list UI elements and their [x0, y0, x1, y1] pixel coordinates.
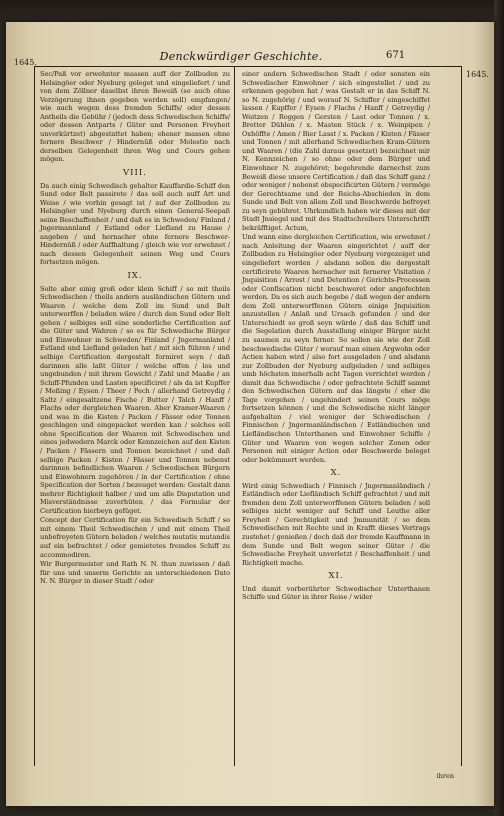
paragraph-left-5: Wir Burgermeister und Rath N. N. thun zuwissen / daß für uns und unserm Gerichte an unterschiedenen Dato N. N. Bürger in dieser Stadt / oder [40, 560, 230, 586]
right-column [242, 70, 430, 603]
paragraph-right-3: Wird einig Schwedisch / Finnisch / Jngermanländisch / Estländisch oder Liefländisch Schiff gefrachtet / und mit fremden dem Zoll unterworffenen Gütern beladen / soll selbiges nicht weniger auf Schiff und Leuthe aller Freyheit / Gerechtigkeit und Jmmunität / so dem Schwedischen mit Rechte und in Krafft dieses Vertrags zustehet / genießen / doch daß der fremde Kauffmann in dem Sunde und Belt wegen seiner Güter / die Schwedische Freyheit unverletzt / Beschaffenheit / und Richtigkeit mache. [242, 481, 430, 567]
paragraph-left-2: Da auch einig Schwedisch gehalter Kauffardie-Schiff den Sund oder Belt passirete / das soll auch auff Art und Weise / wie vorhin gesagt ist / auf der Zollbuden zu Helsingöer und Nyeburg durch einen General-Seepaß seine Beschaffenheit / und daß es in Schweden/ Finland / Jngermannland / Estland oder Liefland zu Hause / angeben / und hernacher ohne fernere Beschwer-Hindernüß / oder Auffhaltung / gleich wie vor erwehnet / nach dessen Gelegenheit seinen Weg und Cours fortsetzen mögen. [40, 181, 230, 267]
frame-left-rule [34, 66, 35, 766]
paragraph-right-1: einer andern Schwedischen Stadt / oder sonsten ein Schwedischer Einwohner / sich eingestellet / und zu erkennen gegeben hat / was Gestalt er in das Schiff N. so N. zugehörig / und worauf N. Schiffer / eingeschiffet lassen / Kupffer / Eysen / Flachs / Hanff / Getreydig / Weitzen / Roggen / Gersten / Last oder Tonnen / x. Bretter Dühlen / x. Masten Stück / x. Weinpipen / Oxhöffte / Amen / Bier Lasst / x. Packen / Kisten / Fässer und Tonnen / mit allerhand Schwedischen Kram-Gütern und Waaren / (die Zahl daraus gesetzet) bezeichnet mir N. Kennzeichen / so ohne oder dem Bürger und Einwohner N. zugehöret; begehrende darnechst zum Beweiß diese unsere Certification / daß das Schiff ganz / oder weniger / nebenst obspecificirten Gütern / vermöge der Gerechtsame und der Reichs-Abschieden in dem Sunde und Belt von allem Zoll und Beschwerde befreyet zu seyn gebühret. Uhrkundlich haben wir dieses mit der Stadt Jnsiegel und mit des Stadtschreibers Unterschrifft bekräfftiget. Actum, [242, 70, 430, 232]
paragraph-left-3: Solte aber einig groß oder klein Schiff / so mit theils Schwedischen / theils andern ausländischen Gütern und Waaren / welche dem Zoll im Sund und Belt unterworffen / beladen wäre / durch den Sund oder Belt gehen / selbiges soll eine sonderliche Certification auf die Güter und Wahren / so es für Schwedische Bürger und Einwohner in Schweden/ Finland / Jngermanland / Estland und Liefland geladen hat / mit sich führen / und selbige Certification dergestalt formiret seyn / daß darinnen alle laßt Güter / welche offen / los und ungebunden / mit ihrem Gewicht / Zahl und Maaße / an Schiff-Pfunden und Lasten specificiret / als da ist Kupffer / Meßing / Eysen / Theer / Pech / allerhand Getreydig / Saltz / eingesaltzene Fische / Butter / Talch / Hanff / Flachs oder dergleichen Waaren. Aber Kramer-Waaren / und was in die Kisten / Packen / Fässer oder Tonnen geschlagen und eingepacket werden kan / solches soll ohne Specification der Waaren mit Schwedischen und eines jedwedern Marck oder Kennzeichen auf den Kisten / Packen / Fässern und Tonnen bezeichnet / und daß selbige Packen / Kisten / Fässer und Tonnen nebenst darinnen befindlichen Waaren / Schwedischen Bürgern und Einwohnern zugehören / in der Certification / ohne Specification der Sorten / bezeuget werden: Gestalt dann mehrer Richtigkeit halber / und um alle Disputation und Misverständnisse zuverhüten / das Formular der Certification hierbeyn gefüget. [40, 284, 230, 515]
paragraph-left-1: Sec/Paß vor erwehnter massen auff der Zollbuden zu Helsingöer oder Nyeburg geleget und eingeliefert / und von dem Zöllner daselbst ihren Beweiß (so auch ohne Verzögerung ihnen gegeben werden soll) empfangen/ wie auch wegen dess fremden Schiffs/ oder dessen Antheils die Gebühr / (jedoch dess Schwedischen Schiffs/ oder dessen Antparts / Güter und Personen Freyheit unverkürtzet) abgestattet haben; ehener massen ohne fernere Beschwer / Hindernüß oder Molestie nach derselben Gelegenheit ihren Weg und Cours gehen mögen. [40, 70, 230, 164]
margin-year-left: 1645. [14, 58, 37, 67]
section-heading-xi: XI. [328, 571, 344, 582]
column-divider [234, 66, 235, 766]
paragraph-right-4: Und damit vorberührter Schwedischer Unterthanen Schiffe und Güter in ihrer Reise / wider [242, 584, 430, 602]
book-page [6, 22, 494, 806]
running-title: Denckwürdiger Geschichte. [159, 50, 323, 63]
section-heading-viii: VIII. [123, 168, 147, 179]
page-number: 671 [386, 50, 406, 61]
margin-year-right: 1645. [466, 70, 489, 79]
catchword: ihren [436, 772, 454, 780]
frame-top-rule [34, 66, 462, 67]
paragraph-right-2: Und wann eine dergleichen Certification, wie erwehnet / nach Anleitung der Waaren eingerichtet / auff der Zollbuden zu Helsingöer oder Nyeburg vorgezeiget und eingeliefert worden / alsdann sollen die dergestalt certificirete Waaren hernacher mit fernerer Visitation / Jnquisition / Arrest / und Detention / Gerichts-Processen oder Confiscation nicht beschweret oder angefochten werden. Da es sich auch begebe / daß wegen der andern dem Zoll unterworffenen Gütern einige Jnquisition anzustellen / Anlaß und Ursach gefunden / und der Unterschiedt so groß seyn würde / daß das Schiff und die Segelation durch Ausstellung einiger Bürger nicht zu saumen zu seyn ferner. So sollen sie wie der Zoll beschwedische Güter / worauf man einen Argwohn oder Actien haben wird / also fort ausgeladen / und alsdann zur Zollbuden der Nyeburg aufgeladen / und selbiges umb höchsten innerhalb acht Tagen verrichtet werden / damit das Schwedische / oder gefrachtete Schiff sammt den Schwedischen Gütern auf das längste / eher die Tage vorgehen / ungehindert seinen Cours möge fortsetzen können / und die Schwedische nicht länger aufgehalten / viel weniger der Schwedischen / Finnischen / Jngermanländischen / Estländischen und Liefländischen Unterthanen und Einwohner Schiffe / Güter und Waaren von wegen solcher Zonen oder Personen mit einiger Action oder Beschwerde beleget oder bekümmert werden. [242, 233, 430, 464]
section-heading-x: X. [330, 468, 342, 479]
book-spine [494, 0, 504, 816]
frame-right-rule [461, 66, 462, 766]
section-heading-ix: IX. [127, 271, 143, 282]
top-edge [0, 0, 504, 22]
paragraph-left-4: Concept der Certification für ein Schwedisch Schiff / so mit einem Theil Schwedischen / und mit einem Theil unbefreyeten Gütern beladen / welches mutatis mutandis auf ein befrachtet / oder gemietetes fremdes Schiff zu accommodiren. [40, 516, 230, 559]
left-column [40, 70, 230, 587]
